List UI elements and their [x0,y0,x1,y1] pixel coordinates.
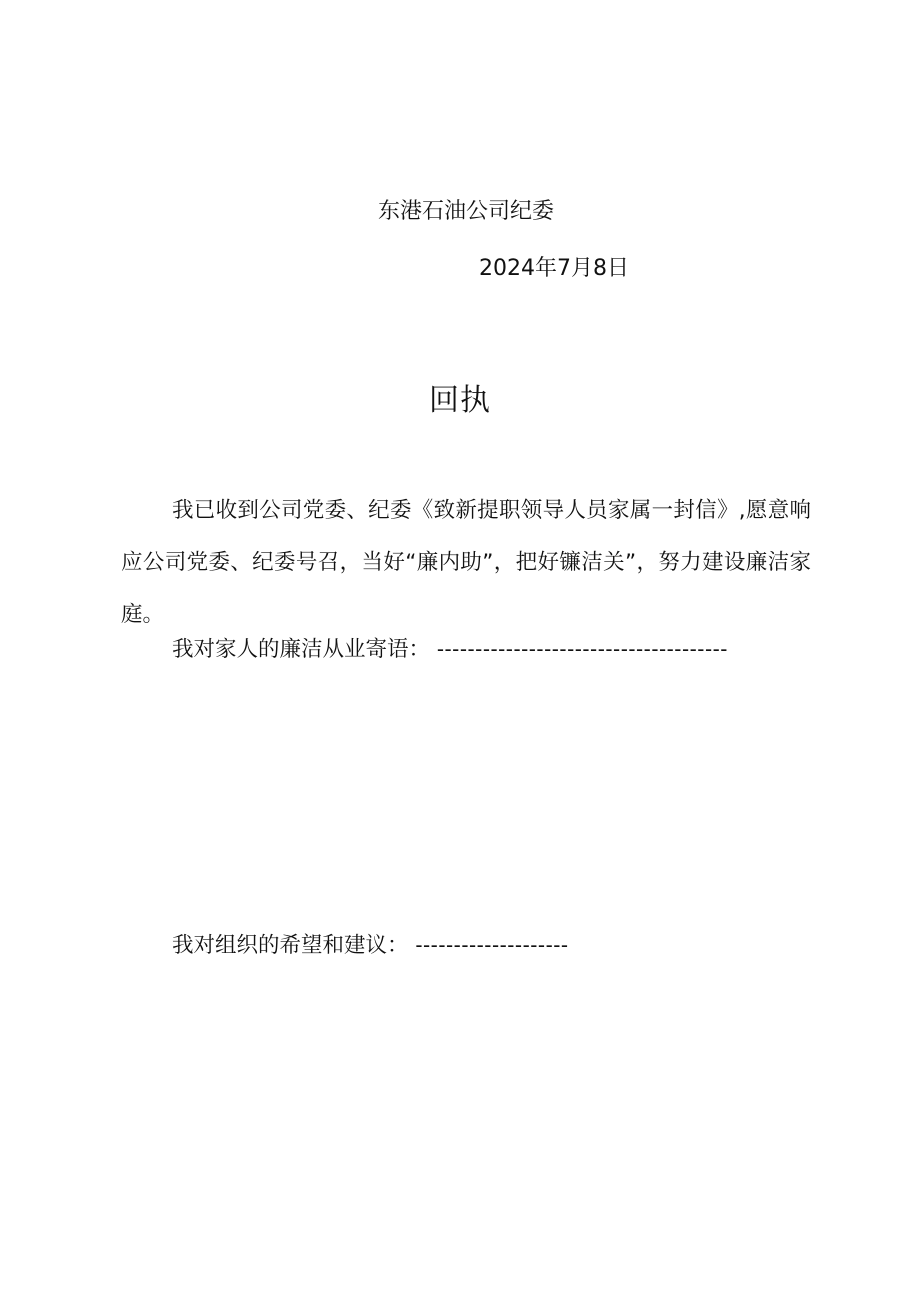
suggestion-label: 我对组织的希望和建议： [172,933,409,958]
family-message-blank: -------------------------------------- [436,637,728,661]
suggestion-line [172,928,569,959]
receipt-paragraph: 我已收到公司党委、纪委《致新提职领导人员家属一封信》,愿意响应公司党委、纪委号召，当好“廉内助”，把好镰洁关”，努力建设廉洁家庭。 [121,498,811,627]
receipt-title: 回执 [429,383,491,418]
suggestion-blank: -------------------- [415,933,569,957]
family-message-label: 我对家人的廉洁从业寄语： [172,637,431,662]
organization-name: 东港石油公司纪委 [378,199,555,224]
letter-date: 2024年7月8日 [479,256,629,281]
family-message-line [172,632,728,663]
